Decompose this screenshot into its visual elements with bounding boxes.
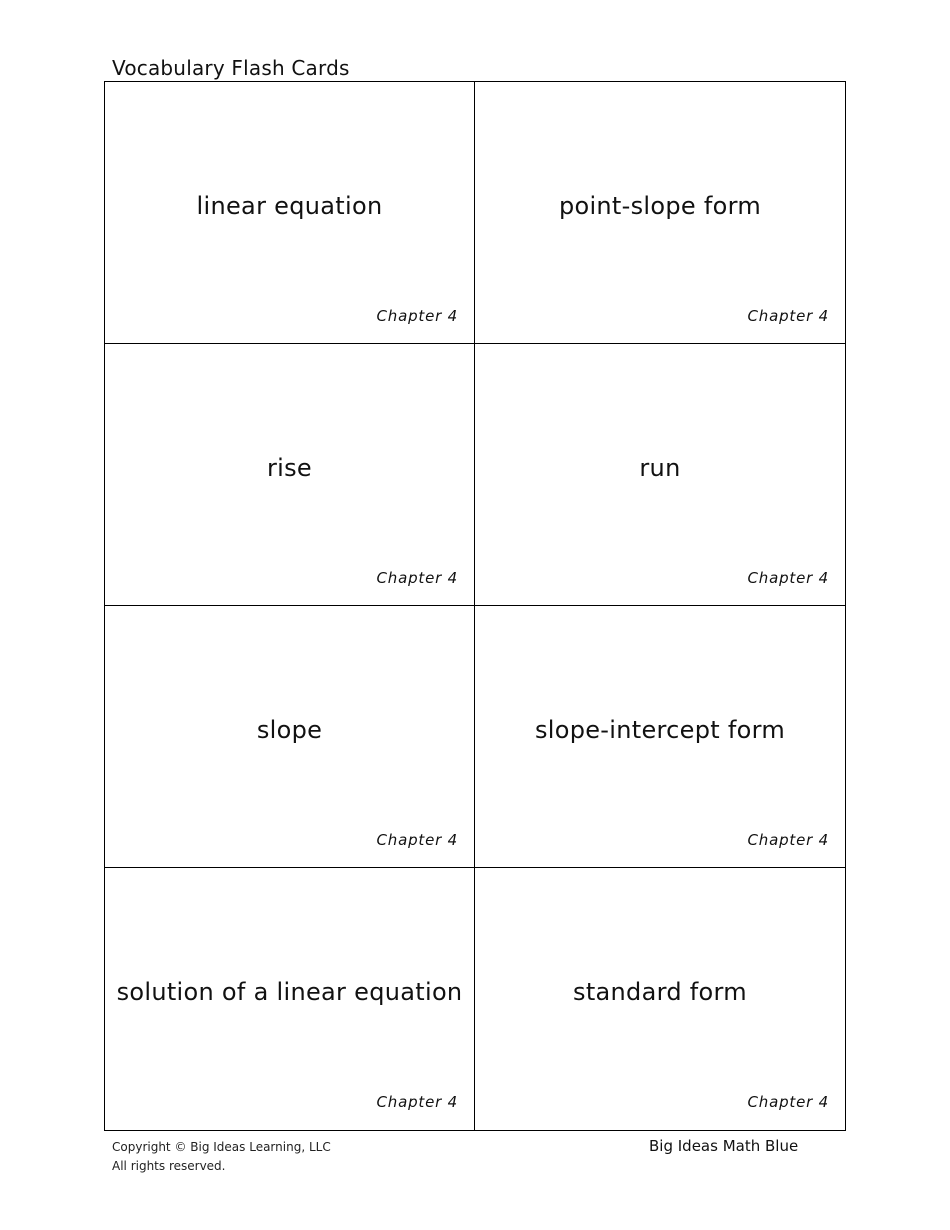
card-term: slope-intercept form [534, 716, 786, 744]
flash-card [105, 82, 475, 344]
card-chapter-label: Chapter 4 [747, 1093, 829, 1111]
card-term: standard form [573, 978, 747, 1006]
card-chapter-label: Chapter 4 [376, 1093, 458, 1111]
card-chapter-label: Chapter 4 [747, 831, 829, 849]
card-term: slope [256, 716, 323, 744]
flash-card [105, 344, 475, 606]
card-term: run [639, 454, 681, 482]
flash-card [475, 606, 845, 868]
card-chapter-label: Chapter 4 [376, 569, 458, 587]
flash-card [475, 868, 845, 1130]
flash-card-grid [104, 81, 846, 1131]
card-chapter-label: Chapter 4 [376, 307, 458, 325]
page-title: Vocabulary Flash Cards [112, 56, 350, 80]
brand-label: Big Ideas Math Blue [649, 1137, 799, 1155]
flash-card [475, 344, 845, 606]
rights-line: All rights reserved. [112, 1159, 226, 1173]
card-chapter-label: Chapter 4 [747, 307, 829, 325]
card-chapter-label: Chapter 4 [376, 831, 458, 849]
card-term: linear equation [196, 192, 383, 220]
card-term: solution of a linear equation [116, 978, 463, 1006]
flash-card [105, 868, 475, 1130]
copyright-line: Copyright © Big Ideas Learning, LLC [112, 1140, 331, 1154]
card-term: point-slope form [558, 192, 762, 220]
copyright-notice [112, 1138, 331, 1176]
flash-card [105, 606, 475, 868]
card-chapter-label: Chapter 4 [747, 569, 829, 587]
card-term: rise [266, 454, 312, 482]
flash-card [475, 82, 845, 344]
